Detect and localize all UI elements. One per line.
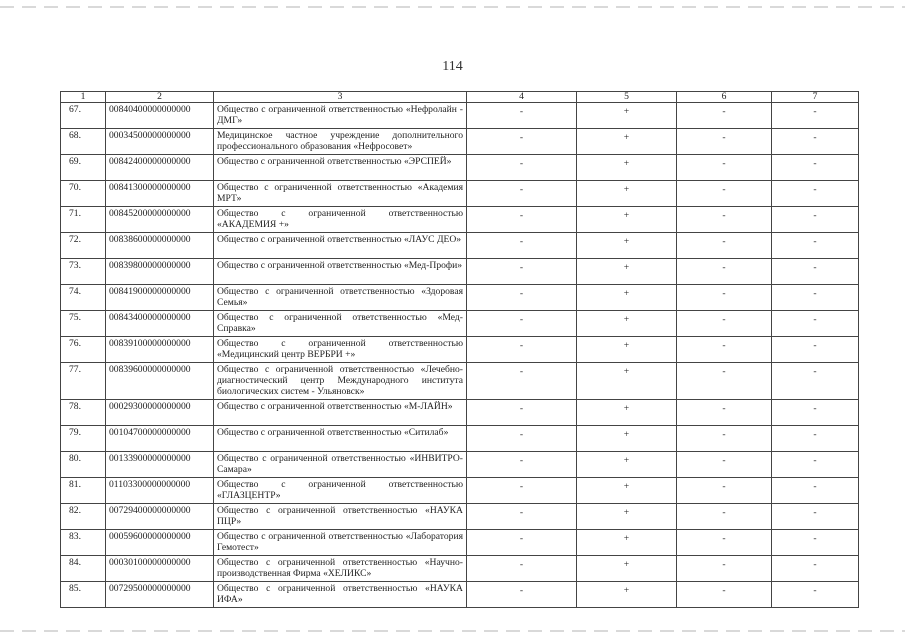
mark-symbol: +	[623, 559, 630, 570]
mark-symbol: +	[623, 481, 630, 492]
mark-symbol: -	[813, 132, 817, 143]
row-number: 76.	[61, 337, 106, 363]
column-7-mark	[772, 207, 859, 233]
organization-name: Общество с ограниченной ответственностью «ИНВИТРО-Самара»	[214, 452, 467, 478]
mark-symbol: -	[519, 403, 524, 414]
mark-symbol: +	[623, 184, 630, 195]
column-7-mark	[772, 400, 859, 426]
table-row	[61, 207, 859, 233]
column-4-mark	[467, 233, 577, 259]
column-6-mark	[677, 103, 772, 129]
column-4-mark	[467, 504, 577, 530]
organization-code: 00842400000000000	[106, 155, 214, 181]
column-4-mark	[467, 556, 577, 582]
column-6-mark	[677, 337, 772, 363]
mark-symbol: -	[519, 210, 524, 221]
column-5-mark	[577, 233, 677, 259]
column-4-mark	[467, 311, 577, 337]
column-5-mark	[577, 259, 677, 285]
organization-code: 00729400000000000	[106, 504, 214, 530]
mark-symbol: -	[519, 559, 524, 570]
column-4-mark	[467, 207, 577, 233]
column-6-mark	[677, 155, 772, 181]
organization-name: Общество с ограниченной ответственностью «АКАДЕМИЯ +»	[214, 207, 467, 233]
column-6-mark	[677, 400, 772, 426]
column-4-mark	[467, 363, 577, 400]
column-6-mark	[677, 530, 772, 556]
row-number: 78.	[61, 400, 106, 426]
column-6-mark	[677, 233, 772, 259]
column-7-mark	[772, 504, 859, 530]
column-6-mark	[677, 285, 772, 311]
column-5-mark	[577, 103, 677, 129]
column-4-mark	[467, 155, 577, 181]
column-5-mark	[577, 129, 677, 155]
page-number: 114	[442, 59, 463, 74]
column-7-mark	[772, 285, 859, 311]
row-number: 77.	[61, 363, 106, 400]
mark-symbol: -	[813, 314, 817, 325]
mark-symbol: -	[722, 533, 726, 544]
column-6-mark	[677, 259, 772, 285]
organization-name: Общество с ограниченной ответственностью «Лаборатория Гемотест»	[214, 530, 467, 556]
mark-symbol: -	[813, 507, 817, 518]
mark-symbol: -	[813, 106, 817, 117]
table-row	[61, 285, 859, 311]
column-4-mark	[467, 337, 577, 363]
column-4-mark	[467, 259, 577, 285]
mark-symbol: -	[722, 585, 726, 596]
organization-name: Общество с ограниченной ответственностью «Нефролайн - ДМГ»	[214, 103, 467, 129]
mark-symbol: +	[623, 585, 630, 596]
column-header: 6	[677, 92, 772, 103]
organization-name: Общество с ограниченной ответственностью «Академия МРТ»	[214, 181, 467, 207]
column-header: 1	[61, 92, 106, 103]
row-number: 85.	[61, 582, 106, 608]
table-row	[61, 129, 859, 155]
organization-code: 00843400000000000	[106, 311, 214, 337]
table-row	[61, 259, 859, 285]
row-number: 80.	[61, 452, 106, 478]
table-row	[61, 155, 859, 181]
column-header: 2	[106, 92, 214, 103]
mark-symbol: +	[623, 429, 630, 440]
column-5-mark	[577, 285, 677, 311]
column-4-mark	[467, 582, 577, 608]
mark-symbol: -	[519, 158, 524, 169]
column-5-mark	[577, 556, 677, 582]
mark-symbol: -	[813, 236, 817, 247]
organization-name: Общество с ограниченной ответственностью «ГЛАЗЦЕНТР»	[214, 478, 467, 504]
table-row	[61, 582, 859, 608]
mark-symbol: +	[623, 132, 630, 143]
mark-symbol: -	[722, 429, 726, 440]
scan-edge-top	[0, 6, 905, 8]
organization-code: 00839600000000000	[106, 363, 214, 400]
column-number-row	[61, 92, 859, 103]
column-6-mark	[677, 556, 772, 582]
organization-name: Общество с ограниченной ответственностью «ЭРСПЕЙ»	[214, 155, 467, 181]
column-7-mark	[772, 530, 859, 556]
table-row	[61, 478, 859, 504]
organization-code: 00839100000000000	[106, 337, 214, 363]
table-row	[61, 181, 859, 207]
row-number: 69.	[61, 155, 106, 181]
mark-symbol: -	[519, 585, 524, 596]
organization-name: Общество с ограниченной ответственностью «Лечебно-диагностический центр Международного института биологических систем - Ульяновск»	[214, 363, 467, 400]
mark-symbol: +	[623, 236, 630, 247]
mark-symbol: -	[519, 236, 524, 247]
organization-name: Общество с ограниченной ответственностью «Мед-Профи»	[214, 259, 467, 285]
column-7-mark	[772, 259, 859, 285]
organization-code: 00104700000000000	[106, 426, 214, 452]
mark-symbol: -	[722, 132, 726, 143]
mark-symbol: -	[722, 559, 726, 570]
column-4-mark	[467, 530, 577, 556]
mark-symbol: -	[813, 403, 817, 414]
column-4-mark	[467, 400, 577, 426]
table-row	[61, 311, 859, 337]
column-7-mark	[772, 556, 859, 582]
organization-code: 00841900000000000	[106, 285, 214, 311]
organization-code: 00059600000000000	[106, 530, 214, 556]
organization-code: 00839800000000000	[106, 259, 214, 285]
column-7-mark	[772, 181, 859, 207]
table-body	[61, 103, 859, 608]
mark-symbol: -	[722, 262, 726, 273]
column-7-mark	[772, 337, 859, 363]
table-row	[61, 530, 859, 556]
column-5-mark	[577, 400, 677, 426]
column-6-mark	[677, 311, 772, 337]
row-number: 67.	[61, 103, 106, 129]
mark-symbol: -	[722, 158, 726, 169]
mark-symbol: -	[722, 236, 726, 247]
mark-symbol: -	[519, 314, 524, 325]
column-7-mark	[772, 363, 859, 400]
mark-symbol: -	[519, 184, 524, 195]
mark-symbol: +	[623, 403, 630, 414]
column-6-mark	[677, 207, 772, 233]
scan-edge-bottom	[0, 630, 905, 632]
row-number: 70.	[61, 181, 106, 207]
organization-code: 00133900000000000	[106, 452, 214, 478]
column-7-mark	[772, 452, 859, 478]
mark-symbol: -	[722, 481, 726, 492]
row-number: 72.	[61, 233, 106, 259]
mark-symbol: -	[722, 340, 726, 351]
column-7-mark	[772, 478, 859, 504]
mark-symbol: -	[813, 340, 817, 351]
mark-symbol: -	[813, 158, 817, 169]
mark-symbol: -	[813, 184, 817, 195]
column-5-mark	[577, 530, 677, 556]
mark-symbol: -	[722, 314, 726, 325]
column-5-mark	[577, 311, 677, 337]
mark-symbol: +	[623, 158, 630, 169]
row-number: 83.	[61, 530, 106, 556]
organization-name: Общество с ограниченной ответственностью «Медицинский центр ВЕРБРИ +»	[214, 337, 467, 363]
mark-symbol: -	[519, 429, 524, 440]
organization-name: Общество с ограниченной ответственностью «Научно-производственная Фирма «ХЕЛИКС»	[214, 556, 467, 582]
column-7-mark	[772, 582, 859, 608]
column-4-mark	[467, 285, 577, 311]
column-5-mark	[577, 181, 677, 207]
mark-symbol: -	[813, 585, 817, 596]
mark-symbol: +	[623, 366, 630, 377]
organization-name: Общество с ограниченной ответственностью «М-ЛАЙН»	[214, 400, 467, 426]
mark-symbol: +	[623, 533, 630, 544]
column-5-mark	[577, 426, 677, 452]
organization-name: Медицинское частное учреждение дополнительного профессионального образования «Нефросовет»	[214, 129, 467, 155]
organization-code: 00845200000000000	[106, 207, 214, 233]
organization-name: Общество с ограниченной ответственностью «НАУКА ИФА»	[214, 582, 467, 608]
mark-symbol: +	[623, 262, 630, 273]
row-number: 71.	[61, 207, 106, 233]
mark-symbol: -	[722, 507, 726, 518]
table-row	[61, 452, 859, 478]
column-5-mark	[577, 155, 677, 181]
mark-symbol: +	[623, 340, 630, 351]
mark-symbol: -	[813, 533, 817, 544]
row-number: 73.	[61, 259, 106, 285]
column-header: 5	[577, 92, 677, 103]
column-header: 7	[772, 92, 859, 103]
column-7-mark	[772, 155, 859, 181]
column-6-mark	[677, 426, 772, 452]
mark-symbol: -	[813, 455, 817, 466]
column-7-mark	[772, 426, 859, 452]
column-4-mark	[467, 181, 577, 207]
row-number: 75.	[61, 311, 106, 337]
mark-symbol: -	[722, 366, 726, 377]
mark-symbol: -	[519, 455, 524, 466]
organization-name: Общество с ограниченной ответственностью «Мед-Справка»	[214, 311, 467, 337]
column-4-mark	[467, 478, 577, 504]
mark-symbol: -	[722, 184, 726, 195]
mark-symbol: -	[519, 366, 524, 377]
mark-symbol: -	[519, 340, 524, 351]
mark-symbol: -	[813, 262, 817, 273]
column-6-mark	[677, 363, 772, 400]
column-5-mark	[577, 337, 677, 363]
mark-symbol: -	[813, 210, 817, 221]
mark-symbol: +	[623, 288, 630, 299]
table-row	[61, 363, 859, 400]
mark-symbol: -	[813, 481, 817, 492]
organization-name: Общество с ограниченной ответственностью «Ситилаб»	[214, 426, 467, 452]
column-6-mark	[677, 129, 772, 155]
column-4-mark	[467, 129, 577, 155]
column-header: 3	[214, 92, 467, 103]
row-number: 79.	[61, 426, 106, 452]
mark-symbol: -	[813, 559, 817, 570]
mark-symbol: +	[623, 210, 630, 221]
table-row	[61, 233, 859, 259]
column-4-mark	[467, 452, 577, 478]
row-number: 82.	[61, 504, 106, 530]
organization-code: 00841300000000000	[106, 181, 214, 207]
mark-symbol: -	[519, 106, 524, 117]
column-5-mark	[577, 363, 677, 400]
mark-symbol: -	[519, 288, 524, 299]
column-6-mark	[677, 504, 772, 530]
mark-symbol: -	[519, 533, 524, 544]
column-6-mark	[677, 582, 772, 608]
table-row	[61, 103, 859, 129]
mark-symbol: -	[519, 507, 524, 518]
organization-code: 00840400000000000	[106, 103, 214, 129]
column-7-mark	[772, 233, 859, 259]
mark-symbol: -	[813, 366, 817, 377]
column-7-mark	[772, 311, 859, 337]
row-number: 81.	[61, 478, 106, 504]
row-number: 68.	[61, 129, 106, 155]
organization-name: Общество с ограниченной ответственностью «ЛАУС ДЕО»	[214, 233, 467, 259]
mark-symbol: -	[519, 262, 524, 273]
mark-symbol: +	[623, 106, 630, 117]
column-header: 4	[467, 92, 577, 103]
table-row	[61, 556, 859, 582]
table-row	[61, 400, 859, 426]
mark-symbol: -	[519, 481, 524, 492]
column-7-mark	[772, 103, 859, 129]
mark-symbol: -	[722, 210, 726, 221]
organization-name: Общество с ограниченной ответственностью «НАУКА ПЦР»	[214, 504, 467, 530]
column-6-mark	[677, 181, 772, 207]
mark-symbol: -	[813, 429, 817, 440]
table-row	[61, 337, 859, 363]
column-5-mark	[577, 582, 677, 608]
table-row	[61, 426, 859, 452]
organization-code: 00838600000000000	[106, 233, 214, 259]
column-5-mark	[577, 452, 677, 478]
mark-symbol: -	[813, 288, 817, 299]
column-6-mark	[677, 452, 772, 478]
mark-symbol: -	[722, 288, 726, 299]
mark-symbol: -	[722, 106, 726, 117]
mark-symbol: -	[722, 455, 726, 466]
organizations-table	[60, 91, 859, 608]
column-5-mark	[577, 478, 677, 504]
organization-code: 01103300000000000	[106, 478, 214, 504]
mark-symbol: -	[722, 403, 726, 414]
organization-code: 00030100000000000	[106, 556, 214, 582]
mark-symbol: -	[519, 132, 524, 143]
column-5-mark	[577, 207, 677, 233]
row-number: 74.	[61, 285, 106, 311]
organization-name: Общество с ограниченной ответственностью «Здоровая Семья»	[214, 285, 467, 311]
mark-symbol: +	[623, 507, 630, 518]
mark-symbol: +	[623, 455, 630, 466]
column-4-mark	[467, 103, 577, 129]
organization-code: 00729500000000000	[106, 582, 214, 608]
organization-code: 00034500000000000	[106, 129, 214, 155]
column-4-mark	[467, 426, 577, 452]
table-row	[61, 504, 859, 530]
column-6-mark	[677, 478, 772, 504]
column-5-mark	[577, 504, 677, 530]
mark-symbol: +	[623, 314, 630, 325]
row-number: 84.	[61, 556, 106, 582]
column-7-mark	[772, 129, 859, 155]
organization-code: 00029300000000000	[106, 400, 214, 426]
